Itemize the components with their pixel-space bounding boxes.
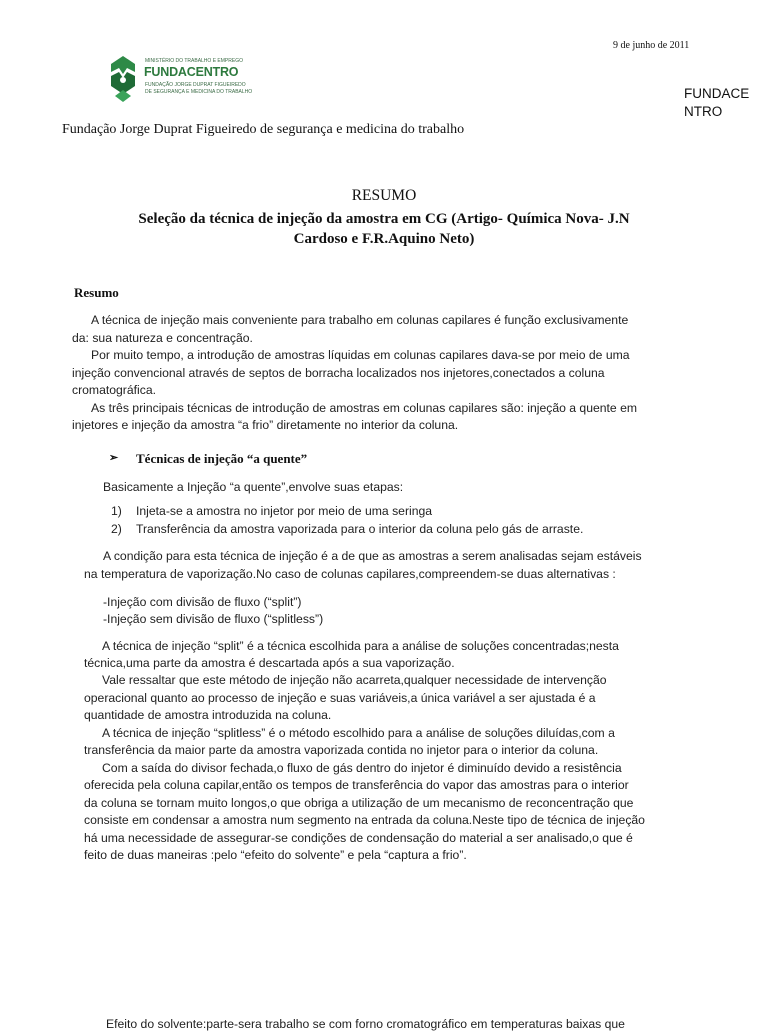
paragraph-line: feito de duas maneiras :pelo “efeito do solvente” e pela “captura a frio”. [84, 848, 467, 862]
paragraph-line: injetores e injeção da amostra “a frio” diretamente no interior da coluna. [72, 418, 459, 432]
paragraph-line: operacional quanto ao processo de injeção e suas variáveis,a única variável a ser ajustada é a [84, 691, 596, 705]
document-date: 9 de junho de 2011 [613, 40, 690, 51]
paragraph-line: A técnica de injeção mais conveniente para trabalho em colunas capilares é função exclusivamente [91, 313, 629, 327]
subsection-heading: ➢ Técnicas de injeção “a quente” [109, 451, 308, 466]
logo-ministry-text: MINISTÉRIO DO TRABALHO E EMPREGO [145, 58, 243, 64]
paragraph-line: consiste em condensar a amostra num segmento na entrada da coluna.Neste tipo de técnica de injeção [84, 813, 645, 827]
paragraph-line: oferecida pela coluna capilar,então os tempos de transferência do vapor das amostras para o interior [84, 778, 629, 792]
paragraph-line: na temperatura de vaporização.No caso de colunas capilares,compreendem-se duas alternativas : [84, 567, 616, 581]
fundacentro-logo [105, 52, 253, 108]
paragraph-line: Basicamente a Injeção “a quente”,envolve suas etapas: [103, 480, 404, 494]
header-right-tag: FUNDACE NTRO [684, 86, 750, 119]
paragraph-line: As três principais técnicas de introdução de amostras em colunas capilares são: injeção a quente em [91, 401, 638, 415]
paragraph-line: A condição para esta técnica de injeção é a de que as amostras a serem analisadas sejam estáveis [103, 549, 642, 563]
list-item: -Injeção sem divisão de fluxo (“splitless”) [103, 612, 324, 626]
list-item: -Injeção com divisão de fluxo (“split”) [103, 595, 302, 609]
paragraph-line: Por muito tempo, a introdução de amostras líquidas em colunas capilares dava-se por meio de uma [91, 348, 630, 362]
logo-name: FUNDACENTRO [144, 65, 239, 79]
paragraph-line: cromatográfica. [72, 383, 156, 397]
paragraph-line: injeção convencional através de septos de borracha localizados nos injetores,conectados a coluna [72, 366, 605, 380]
paragraph-line-cut-off: Efeito do solvente:parte-sera trabalho se com forno cromatográfico em temperaturas baixas que [106, 1017, 625, 1031]
paragraph-line: da: sua natureza e concentração. [72, 331, 253, 345]
organization-name: Fundação Jorge Duprat Figueiredo de segurança e medicina do trabalho [62, 122, 465, 137]
paragraph-line: técnica,uma parte da amostra é descartada após a sua vaporização. [84, 656, 455, 670]
arrow-bullet-icon: ➢ [109, 452, 119, 464]
paragraph-line: quantidade de amostra introduzida na coluna. [84, 708, 332, 722]
paragraph-line: A técnica de injeção “split” é a técnica escolhida para a análise de soluções concentradas;nesta [102, 639, 619, 653]
paragraph-line: da coluna se tornam muito longos,o que obriga a utilização de um mecanismo de reconcentração que [84, 796, 634, 810]
paragraph-line: há uma necessidade de assegurar-se condições de condensação do material a ser analisado,o que é [84, 831, 633, 845]
paragraph-line: Vale ressaltar que este método de injeção não acarreta,qualquer necessidade de intervenção [102, 673, 607, 687]
logo-subtitle-text: DE SEGURANÇA E MEDICINA DO TRABALHO [145, 89, 253, 95]
document-subtitle: Seleção da técnica de injeção da amostra em CG (Artigo- Química Nova- J.N Cardoso e F.R.Aquino Neto) [138, 211, 630, 247]
paragraph-line: A técnica de injeção “splitless” é o método escolhido para a análise de soluções diluídas,com a [102, 726, 615, 740]
section-heading: Resumo [74, 285, 119, 300]
paragraph-line: Com a saída do divisor fechada,o fluxo de gás dentro do injetor é diminuído devido a resistência [102, 761, 622, 775]
logo-foundation-text: FUNDAÇÃO JORGE DUPRAT FIGUEIREDO [145, 82, 246, 88]
document-title: RESUMO [351, 187, 417, 204]
fundacentro-emblem-icon [105, 52, 145, 108]
list-item: 2) Transferência da amostra vaporizada para o interior da coluna pelo gás de arraste. [111, 522, 584, 536]
list-item: 1) Injeta-se a amostra no injetor por meio de uma seringa [111, 504, 433, 518]
paragraph-line: transferência da maior parte da amostra vaporizada contida no injetor para o interior da coluna. [84, 743, 599, 757]
